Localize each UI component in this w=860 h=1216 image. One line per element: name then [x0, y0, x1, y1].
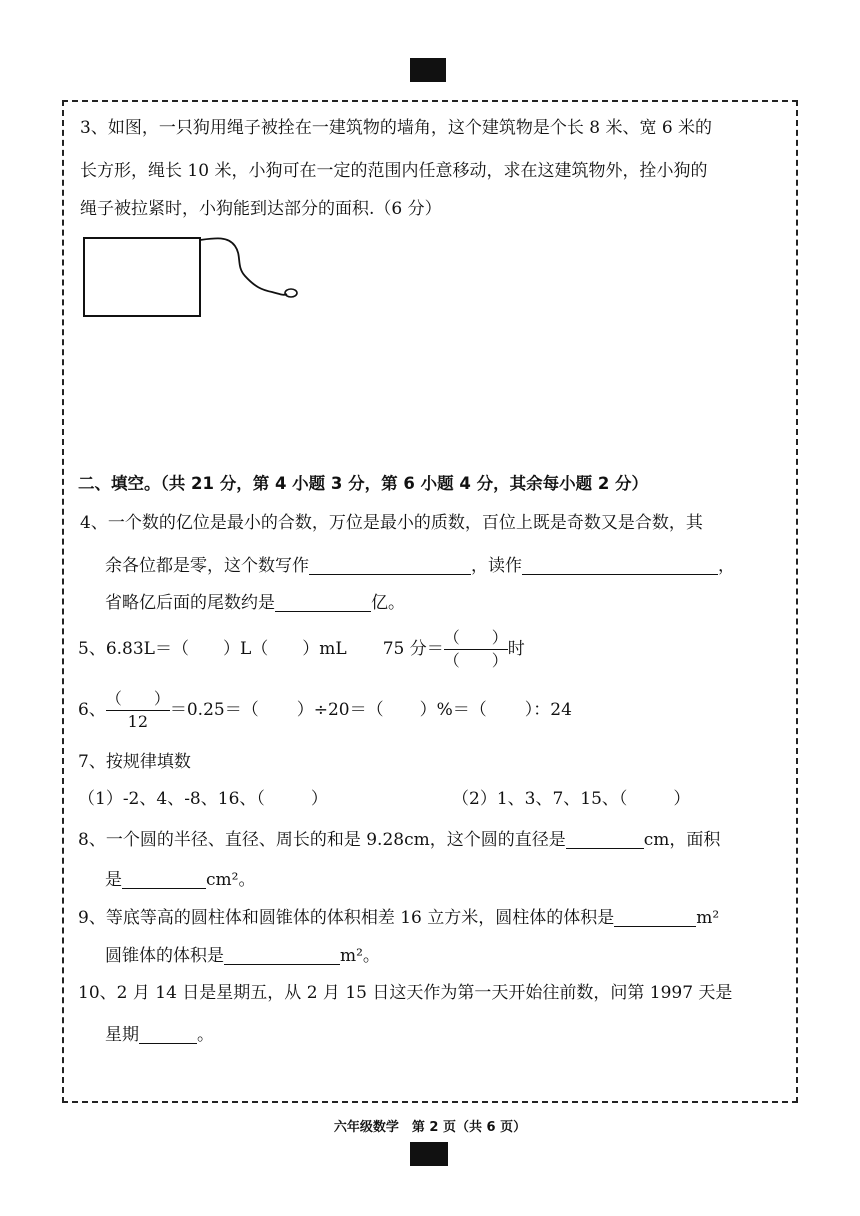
q5-fraction[interactable]: $\frac{( )}{( )}$	[443, 628, 508, 670]
registration-mark-top	[410, 58, 446, 82]
q9-blank-cylinder[interactable]	[614, 908, 696, 927]
q3-line-1: 3、如图，一只狗用绳子被拴在一建筑物的墙角，这个建筑物是个长 8 米、宽 6 米的	[80, 118, 713, 138]
q7-part-1: （1）-2、4、-8、16、（ ）	[78, 789, 328, 809]
building-rectangle	[84, 238, 200, 316]
q6-fraction[interactable]: $\frac{( )}{12}$	[105, 689, 170, 731]
q10-line-1: 10、2 月 14 日是星期五，从 2 月 15 日这天作为第一天开始往前数，问第 1997 天是	[78, 983, 733, 1003]
q7-part-2: （2）1、3、7、15、（ ）	[452, 789, 691, 809]
q5-line: 5、6.83L＝（ ）L（ ）mL 75 分＝ $\frac{( )}{( )}$ 时	[78, 628, 525, 670]
dog-mark	[285, 289, 297, 297]
q9-line-2: 圆锥体的体积是 m²。	[105, 946, 380, 966]
section-2-title: 二、填空。（共 21 分，第 4 小题 3 分，第 6 小题 4 分，其余每小题 2 分）	[78, 474, 649, 493]
rope-line	[200, 238, 287, 294]
q3-line-3: 绳子被拉紧时，小狗能到达部分的面积.（6 分）	[80, 199, 442, 219]
q4-blank-approx[interactable]	[275, 593, 371, 612]
q4-blank-write[interactable]	[309, 556, 471, 575]
building-dog-figure	[80, 232, 320, 322]
q4-line-2: 余各位都是零，这个数写作 ，读作 ，	[105, 556, 735, 576]
q7-title: 7、按规律填数	[78, 752, 191, 772]
q8-line-1: 8、一个圆的半径、直径、周长的和是 9.28cm，这个圆的直径是 cm，面积	[78, 830, 721, 850]
q3-line-2: 长方形，绳长 10 米，小狗可在一定的范围内任意移动，求在这建筑物外，拴小狗的	[80, 161, 708, 181]
page-footer: 六年级数学 第 2 页（共 6 页）	[333, 1120, 527, 1135]
q9-blank-cone[interactable]	[224, 946, 340, 965]
q4-line-3: 省略亿后面的尾数约是 亿。	[105, 593, 405, 613]
q8-line-2: 是 cm²。	[105, 870, 256, 890]
q4-blank-read[interactable]	[522, 556, 718, 575]
q8-blank-diameter[interactable]	[566, 830, 644, 849]
q10-blank-weekday[interactable]	[139, 1025, 197, 1044]
q8-blank-area[interactable]	[122, 870, 206, 889]
q4-line-1: 4、一个数的亿位是最小的合数，万位是最小的质数，百位上既是奇数又是合数，其	[80, 513, 703, 533]
q9-line-1: 9、等底等高的圆柱体和圆锥体的体积相差 16 立方米，圆柱体的体积是 m²	[78, 908, 720, 928]
q10-line-2: 星期 。	[105, 1025, 214, 1045]
q6-line: 6、 $\frac{( )}{12}$ ＝0.25＝（ ）÷20＝（ ）%＝（ ）：24	[78, 689, 572, 731]
registration-mark-bottom	[410, 1142, 448, 1166]
